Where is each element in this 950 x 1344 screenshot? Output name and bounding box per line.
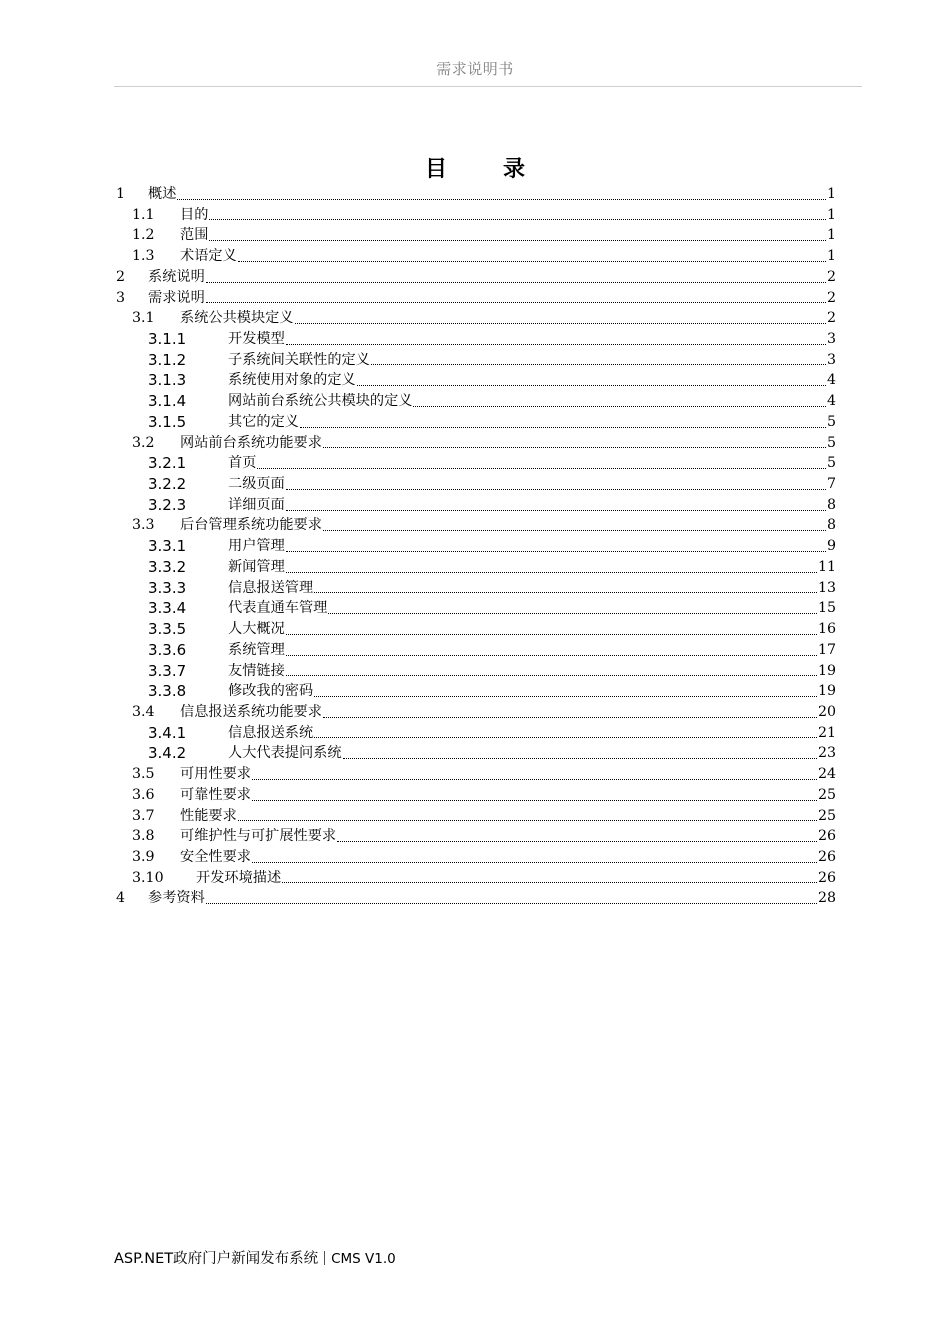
toc-entry[interactable] [116,661,836,682]
toc-entry-number: 3.4.2 [148,744,187,763]
toc-dot-leader [237,246,827,267]
toc-entry[interactable] [116,391,836,412]
toc-entry-number: 3.3 [132,517,155,534]
toc-entry-label: 二级页面 [228,476,285,493]
toc-entry-label: 开发环境描述 [196,869,282,886]
toc-entry-number: 3.2.2 [148,475,187,494]
toc-entry-page: 25 [817,807,836,824]
toc-entry-label: 信息报送管理 [228,579,314,596]
toc-entry-number: 3.4 [132,703,155,720]
toc-entry-page: 9 [826,538,836,555]
toc-entry[interactable] [116,619,836,640]
toc-entry-label: 需求说明 [148,289,205,306]
toc-entry-page: 1 [826,227,836,244]
toc-entry-page: 5 [826,434,836,451]
toc-entry-label: 网站前台系统功能要求 [180,434,322,451]
toc-entry-page: 5 [826,413,836,430]
toc-entry[interactable] [116,329,836,350]
toc-entry-number: 3.8 [132,828,155,845]
toc-entry[interactable] [116,536,836,557]
toc-entry[interactable] [116,743,836,764]
toc-entry-number: 3.2.3 [148,495,187,514]
toc-title-right: 录 [503,157,526,182]
toc-entry-page: 26 [817,828,836,845]
toc-dot-leader [285,329,827,350]
toc-entry-label: 可维护性与可扩展性要求 [180,828,337,845]
toc-entry-number: 1 [116,185,126,202]
toc-entry-number: 3.7 [132,807,155,824]
toc-entry-page: 8 [826,496,836,513]
toc-entry[interactable] [116,225,836,246]
toc-dot-leader [251,764,818,785]
toc-dot-leader [256,453,827,474]
toc-entry[interactable] [116,288,836,309]
toc-entry-page: 5 [826,455,836,472]
toc-dot-leader [251,785,818,806]
toc-entry-number: 2 [116,268,126,285]
toc-entry-label: 网站前台系统公共模块的定义 [228,393,413,410]
toc-entry-number: 3.3.4 [148,599,187,618]
toc-entry[interactable] [116,888,836,909]
toc-entry[interactable] [116,516,836,537]
toc-dot-leader [251,847,818,868]
toc-dot-leader [285,536,827,557]
toc-entry-label: 性能要求 [180,807,237,824]
toc-entry-page: 1 [826,248,836,265]
page-header-title: 需求说明书 [436,60,514,78]
toc-entry-page: 28 [817,890,836,907]
footer-product-name: 政府门户新闻发布系统 [173,1251,319,1267]
toc-entry-label: 其它的定义 [228,413,299,430]
toc-dot-leader [285,640,818,661]
toc-entry[interactable] [116,246,836,267]
toc-dot-leader [285,474,827,495]
toc-entry[interactable] [116,847,836,868]
toc-dot-leader [322,516,827,537]
header-divider [114,86,862,87]
toc-entry[interactable] [116,785,836,806]
toc-entry-number: 1.1 [132,206,155,223]
toc-entry-number: 3.4.1 [148,723,187,742]
toc-entry-page: 26 [817,869,836,886]
toc-dot-leader [285,619,818,640]
toc-entry[interactable] [116,495,836,516]
toc-entry[interactable] [116,453,836,474]
toc-dot-leader [322,702,818,723]
toc-entry-number: 3.2.1 [148,454,187,473]
toc-entry-label: 用户管理 [228,538,285,555]
toc-entry-page: 23 [817,745,836,762]
toc-entry-label: 首页 [228,455,257,472]
toc-dot-leader [208,205,827,226]
toc-entry-label: 开发模型 [228,331,285,348]
toc-dot-leader [285,495,827,516]
toc-dot-leader [313,723,818,744]
toc-dot-leader [299,412,827,433]
toc-entry-number: 4 [116,890,126,907]
toc-entry[interactable] [116,350,836,371]
toc-dot-leader [176,184,827,205]
toc-entry-page: 4 [826,393,836,410]
toc-entry-page: 3 [826,351,836,368]
toc-entry-page: 21 [817,724,836,741]
toc-entry-label: 可用性要求 [180,766,251,783]
toc-entry-page: 24 [817,766,836,783]
toc-entry-number: 3.3.7 [148,661,187,680]
toc-entry-page: 17 [817,641,836,658]
toc-entry[interactable] [116,557,836,578]
toc-entry-label: 人大代表提问系统 [228,745,342,762]
toc-entry[interactable] [116,370,836,391]
page-footer [114,1247,396,1268]
toc-entry-number: 3.1.4 [148,392,187,411]
toc-entry-label: 信息报送系统功能要求 [180,703,322,720]
toc-entry-page: 2 [826,310,836,327]
toc-entry-number: 3 [116,289,126,306]
toc-entry-label: 友情链接 [228,662,285,679]
toc-entry-label: 可靠性要求 [180,786,251,803]
toc-entry-page: 2 [826,268,836,285]
toc-entry[interactable] [116,806,836,827]
toc-dot-leader [322,433,827,454]
toc-entry-number: 3.1.3 [148,371,187,390]
toc-entry-label: 系统使用对象的定义 [228,372,356,389]
toc-entry-label: 术语定义 [180,248,237,265]
toc-entry[interactable] [116,723,836,744]
footer-product-prefix: ASP.NET [114,1251,174,1267]
toc-entry-number: 3.1.5 [148,412,187,431]
toc-dot-leader [412,391,827,412]
toc-entry[interactable] [116,205,836,226]
toc-entry-label: 代表直通车管理 [228,600,328,617]
toc-entry-page: 15 [817,600,836,617]
toc-entry-number: 3.3.5 [148,620,187,639]
toc-entry-label: 详细页面 [228,496,285,513]
toc-entry-label: 安全性要求 [180,848,251,865]
toc-entry-label: 人大概况 [228,621,285,638]
toc-entry[interactable] [116,702,836,723]
toc-entry-page: 8 [826,517,836,534]
toc-entry[interactable] [116,578,836,599]
toc-entry-page: 4 [826,372,836,389]
toc-entry[interactable] [116,412,836,433]
toc-dot-leader [208,225,827,246]
toc-entry-label: 系统公共模块定义 [180,310,294,327]
toc-dot-leader [327,598,818,619]
toc-dot-leader [370,350,827,371]
toc-entry-label: 参考资料 [148,890,205,907]
toc-entry-page: 1 [826,206,836,223]
toc-entry-number: 1.2 [132,227,155,244]
toc-entry[interactable] [116,474,836,495]
toc-entry-number: 3.1.1 [148,330,187,349]
toc-dot-leader [336,826,818,847]
toc-dot-leader [313,681,818,702]
toc-dot-leader [313,578,818,599]
toc-entry[interactable] [116,308,836,329]
toc-entry-number: 3.1 [132,310,155,327]
toc-entry[interactable] [116,640,836,661]
toc-entry-number: 3.1.2 [148,350,187,369]
toc-entry-label: 系统说明 [148,268,205,285]
toc-entry[interactable] [116,184,836,205]
toc-entry-page: 2 [826,289,836,306]
toc-entry-page: 19 [817,662,836,679]
toc-entry-number: 3.9 [132,848,155,865]
toc-dot-leader [294,308,827,329]
toc-dot-leader [205,267,827,288]
toc-entry-number: 3.10 [132,869,164,886]
toc-entry[interactable] [116,868,836,889]
toc-entry-page: 3 [826,331,836,348]
toc-entry-label: 新闻管理 [228,558,285,575]
toc-entry-label: 范围 [180,227,209,244]
toc-entry-number: 3.5 [132,766,155,783]
toc-entry-page: 25 [817,786,836,803]
toc-dot-leader [342,743,818,764]
toc-dot-leader [205,288,827,309]
toc-entry-label: 修改我的密码 [228,683,314,700]
toc-dot-leader [285,557,818,578]
toc-dot-leader [285,661,818,682]
toc-dot-leader [237,806,818,827]
toc-entry-page: 19 [817,683,836,700]
toc-entry-label: 概述 [148,185,177,202]
toc-dot-leader [281,868,818,889]
toc-entry-page: 20 [817,703,836,720]
toc-entry[interactable] [116,681,836,702]
toc-entry-page: 13 [817,579,836,596]
toc-entry-number: 3.3.2 [148,557,187,576]
toc-entry-page: 11 [817,558,836,575]
toc-entry[interactable] [116,764,836,785]
toc-entry-number: 3.6 [132,786,155,803]
toc-entry[interactable] [116,267,836,288]
toc-entry-number: 3.3.3 [148,578,187,597]
toc-entry-number: 3.3.8 [148,682,187,701]
toc-entry-label: 信息报送系统 [228,724,314,741]
footer-version: CMS V1.0 [331,1251,396,1267]
toc-entry-number: 3.3.1 [148,537,187,556]
toc-entry-label: 目的 [180,206,209,223]
toc-entry-number: 3.3.6 [148,640,187,659]
toc-entry-number: 1.3 [132,248,155,265]
toc-entry-page: 1 [826,185,836,202]
toc-dot-leader [205,888,818,909]
footer-separator [324,1251,325,1265]
toc-entry-number: 3.2 [132,434,155,451]
toc-title-left: 目 [424,157,447,182]
toc-entry[interactable] [116,598,836,619]
toc-entry[interactable] [116,433,836,454]
toc-entry-page: 7 [826,476,836,493]
table-of-contents [116,184,836,909]
toc-entry-page: 16 [817,621,836,638]
toc-entry-label: 系统管理 [228,641,285,658]
toc-title [0,152,950,183]
toc-dot-leader [356,370,827,391]
toc-entry-page: 26 [817,848,836,865]
toc-entry-label: 子系统间关联性的定义 [228,351,370,368]
toc-entry-label: 后台管理系统功能要求 [180,517,322,534]
toc-entry[interactable] [116,826,836,847]
